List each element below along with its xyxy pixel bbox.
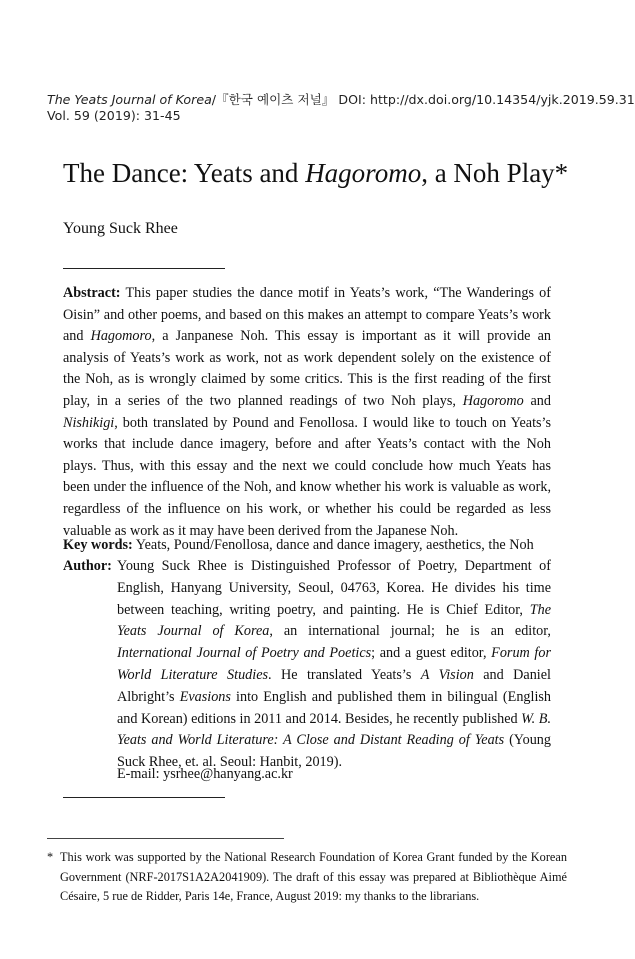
abstract-label: Abstract: [63,285,121,301]
title-italic: Hagoromo [305,158,422,188]
bio-italic: W. B. Yeats and World Literature: A Close and Distant Reading of Yeats [117,710,551,749]
bio-text: into English and published them in bilingual (English and Korean) editions in 2011 and 2014. Besides, he recently published [117,688,552,727]
bio-italic: Forum for World Literature Studies [117,645,551,683]
abstract-text: , a Janpanese Noh. This essay is important as it will provide an analysis of Yeats’s work as work, not as work dependent solely on the existence of the Noh, as is wrongly claimed by some critics. This is the first reading of the first play, in a series of the two planned readings of two Noh plays, [63,328,551,409]
divider [63,268,225,269]
bio-italic: Evasions [179,688,231,705]
author-email[interactable]: E-mail: ysrhee@hanyang.ac.kr [117,766,293,782]
volume-info: Vol. 59 (2019): 31-45 [47,108,181,123]
abstract-italic: Hagoromo [462,392,524,409]
title-part: , a Noh Play* [421,158,569,188]
journal-citation-line [47,92,635,108]
keywords-text: Yeats, Pound/Fenollosa, dance and dance imagery, aesthetics, the Noh [132,537,534,553]
doi-link[interactable]: DOI: http://dx.doi.org/10.14354/yjk.2019.59.31 [334,92,635,107]
bio-text: Young Suck Rhee is Distinguished Professor of Poetry, Department of English, Hanyang University, Seoul, 04763, Korea. He divides his time between teaching, writing poetry, and painting. He is Chief Editor, [117,558,551,618]
divider [63,797,225,798]
author-label: Author: [63,558,112,574]
abstract-italic: Hagomoro [90,328,152,345]
abstract [63,283,551,542]
paper-title [63,156,583,190]
abstract-text: This paper studies the dance motif in Yeats’s work, “The Wanderings of Oisin” and other poems, and based on this makes an attempt to compare Yeats’s work and [63,285,551,345]
running-header [47,92,635,124]
keywords-label: Key words: [63,537,133,553]
author-name: Young Suck Rhee [63,220,178,237]
journal-name: The Yeats Journal of Korea [47,92,212,107]
footnote-mark: * [47,850,54,864]
footnote-text: This work was supported by the National Research Foundation of Korea Grant funded by the Korean Government (NRF-2017S1A2A2041909). The draft of this essay was prepared at Bibliothèque Aimé Césaire, 5 rue de Ridder, Paris 14e, France, August 2019: my thanks to the librarians. [60,850,567,904]
bio-text: . He translated Yeats’s [268,666,421,683]
bio-text: ; and a guest editor, [371,645,492,662]
keywords [63,535,551,557]
bio-text: and Daniel Albright’s [117,666,551,705]
abstract-text: and [523,392,551,409]
footnote-rule [47,838,284,839]
bio-text: , an international journal; he is an editor, [269,623,551,640]
bio-italic: A Vision [420,666,474,683]
bio-italic: The Yeats Journal of Korea [117,601,551,640]
journal-korean-name: /『한국 예이츠 저널』 [211,92,335,107]
abstract-text: , both translated by Pound and Fenollosa. I would like to touch on Yeats’s works that include dance imagery, before and after Yeats’s contact with the Noh plays. Thus, with this essay and the next we could conclude how much Yeats has been under the influence of the Noh, and know whether his work is valuable as work, regardless of the influence on his work, or whether his could be regarded as less valuable as work as it may have been derived from the Japanese Noh. [63,414,551,539]
bio-text: (Young Suck Rhee, et. al. Seoul: Hanbit, 2019). [117,732,551,771]
author-bio [117,556,551,774]
footnote [47,848,567,907]
bio-italic: International Journal of Poetry and Poetics [117,645,372,662]
title-part: The Dance: Yeats and [63,158,306,188]
abstract-italic: Nishikigi [63,414,115,431]
